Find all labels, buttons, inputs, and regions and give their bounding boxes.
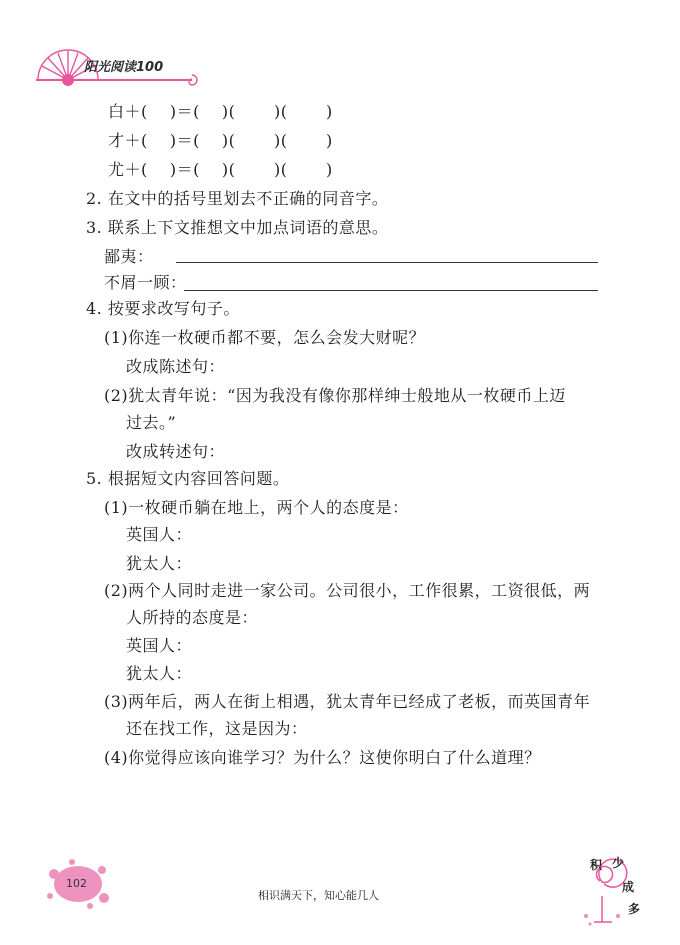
char-equation-row: 尤＋( )＝( )( )( ) — [108, 160, 333, 179]
corner-char-1: 积 — [590, 858, 603, 872]
char-equation-row: 白＋( )＝( )( )( ) — [108, 102, 333, 121]
char-equation-row: 才＋( )＝( )( )( ) — [108, 131, 333, 150]
question-2: 2. 在文中的括号里划去不正确的同音字。 — [86, 189, 389, 208]
q5-part-3-cont: 还在找工作，这是因为： — [126, 719, 308, 738]
header-title: 阳光阅读100 — [84, 60, 164, 75]
q4-task-2: 改成转述句： — [126, 442, 226, 461]
corner-char-2: 少 — [612, 856, 625, 870]
answer-line-biyi — [176, 262, 598, 263]
q5-part-2: (2)两个人同时走进一家公司。公司很小，工作很累，工资很低，两 — [104, 581, 591, 600]
q5-part-1: (1)一枚硬币躺在地上，两个人的态度是： — [104, 498, 409, 517]
q5-part-1-english: 英国人： — [126, 525, 193, 544]
question-3: 3. 联系上下文推想文中加点词语的意思。 — [86, 218, 389, 237]
answer-line-buxie — [184, 290, 598, 291]
q4-sentence-2: (2)犹太青年说：“因为我没有像你那样绅士般地从一枚硬币上迈 — [104, 386, 566, 405]
footer-quote: 相识满天下，知心能几人 — [258, 889, 379, 902]
corner-char-4: 多 — [628, 902, 641, 916]
term-buxie-label: 不屑一顾： — [104, 273, 187, 292]
question-4: 4. 按要求改写句子。 — [86, 299, 240, 318]
q5-part-2-cont: 人所持的态度是： — [126, 608, 259, 627]
question-5: 5. 根据短文内容回答问题。 — [86, 469, 290, 488]
q5-part-3: (3)两年后，两人在街上相遇，犹太青年已经成了老板，而英国青年 — [104, 692, 591, 711]
corner-char-3: 成 — [622, 880, 635, 894]
page-number: 102 — [66, 877, 87, 890]
q4-sentence-1: (1)你连一枚硬币都不要，怎么会发大财呢？ — [104, 328, 426, 347]
q4-sentence-2-cont: 过去。” — [126, 413, 177, 432]
q5-part-2-jewish: 犹太人： — [126, 664, 193, 683]
q5-part-1-jewish: 犹太人： — [126, 554, 193, 573]
q5-part-2-english: 英国人： — [126, 636, 193, 655]
q4-task-1: 改成陈述句： — [126, 357, 226, 376]
term-biyi-label: 鄙夷： — [104, 247, 154, 266]
q5-part-4: (4)你觉得应该向谁学习？为什么？这使你明白了什么道理？ — [104, 748, 541, 767]
